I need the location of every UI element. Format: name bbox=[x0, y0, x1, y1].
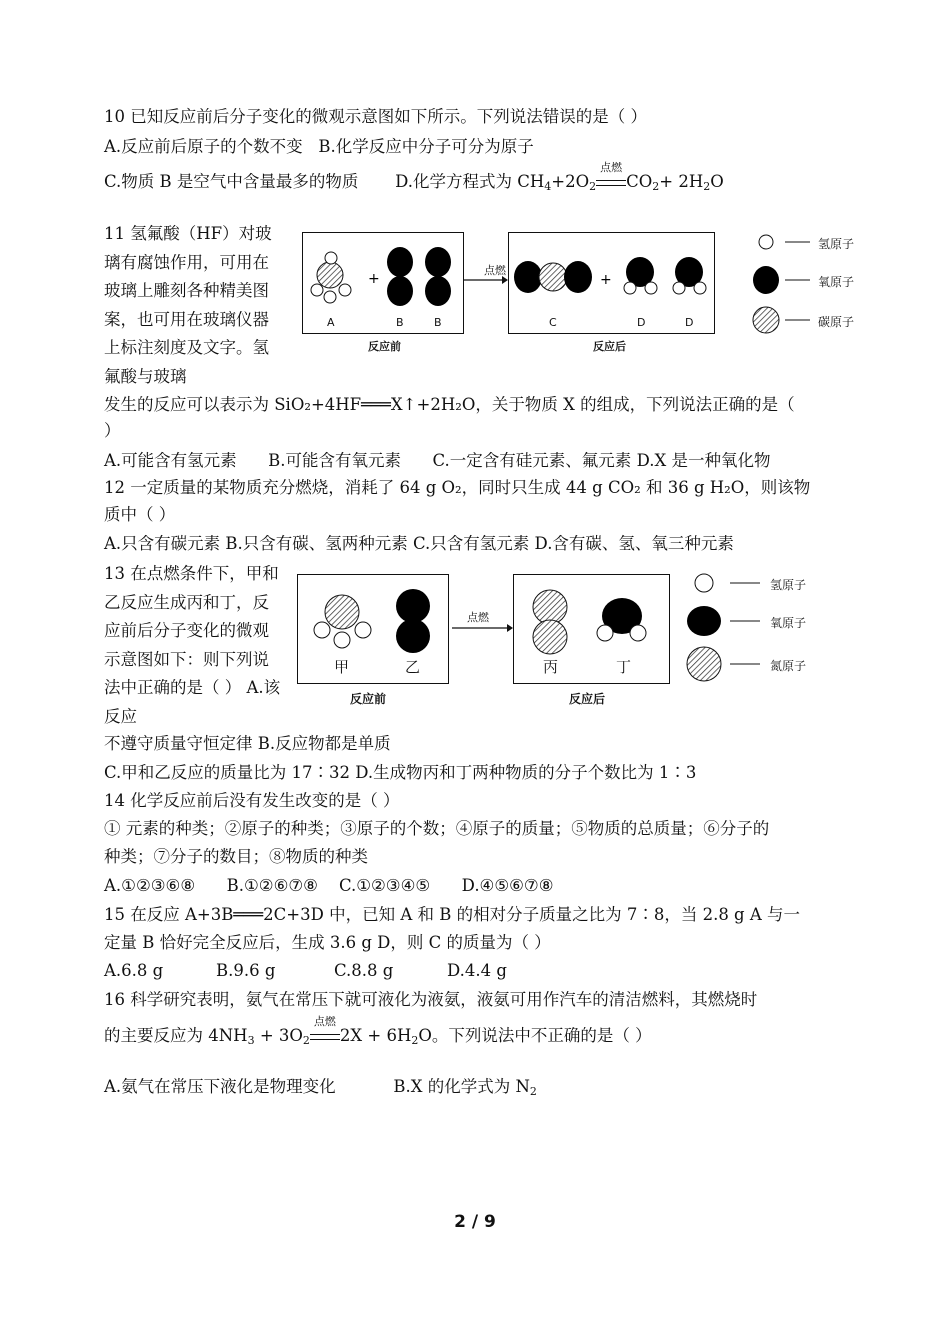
q11-legend-carbon: 碳原子 bbox=[818, 315, 855, 329]
q10-option-c: C.物质 B 是空气中含量最多的物质 bbox=[104, 172, 359, 191]
q16-options bbox=[104, 1076, 537, 1098]
reaction-condition: 点燃 bbox=[600, 161, 623, 174]
q14-stem: 14 化学反应前后没有发生改变的是（ ） bbox=[104, 791, 400, 810]
q13-mol-label: 丁 bbox=[616, 658, 632, 676]
q14-items-1: ① 元素的种类；②原子的种类；③原子的个数；④原子的质量；⑤物质的总质量；⑥分子的 bbox=[104, 819, 770, 838]
q10-option-a: A.反应前后原子的个数不变 bbox=[104, 137, 303, 156]
q11-stem-cont: 发生的反应可以表示为 SiO₂+4HF═══X↑+2H₂O，关于物质 X 的组成，下列说法正确的是（ bbox=[104, 395, 795, 414]
q11-option-b: B.可能含有氧元素 bbox=[268, 451, 402, 470]
q13-stem-cont: 不遵守质量守恒定律 B.反应物都是单质 bbox=[104, 734, 391, 753]
q11-mol-label: A bbox=[327, 316, 335, 329]
q13-mol-label: 乙 bbox=[405, 658, 421, 676]
q11-stem-side: 11 氢氟酸（HF）对玻璃有腐蚀作用，可用在玻璃上雕刻各种精美图案，也可用在玻璃仪器上标注刻度及文字。氢氟酸与玻璃 bbox=[104, 224, 272, 386]
q11-legend-oxygen: 氧原子 bbox=[818, 275, 855, 289]
q11-mol-label: D bbox=[685, 316, 694, 329]
q11-stem-close: ） bbox=[104, 421, 121, 440]
q16-stem-2: 的主要反应为 $4NH_3 + 3O_2$ 点燃 $2X + 6H_2O$。下列说法中不正确的是（ ） bbox=[104, 1025, 652, 1047]
q15-stem-2: 定量 B 恰好完全反应后，生成 3.6 g D，则 C 的质量为（ ） bbox=[104, 933, 551, 952]
q15-option-a: A.6.8 g bbox=[104, 961, 164, 980]
q12-options: A.只含有碳元素 B.只含有碳、氢两种元素 C.只含有氢元素 D.含有碳、氢、氧三种元素 bbox=[104, 534, 734, 553]
q11-mol-label: C bbox=[549, 316, 557, 329]
q15-option-c: C.8.8 g bbox=[334, 961, 394, 980]
q11-mol-label: B bbox=[396, 316, 404, 329]
q14-option-c: C.①②③④⑤ bbox=[338, 876, 431, 895]
q10-stem: 10 已知反应前后分子变化的微观示意图如下所示。下列说法错误的是（ ） bbox=[104, 107, 647, 126]
q13-stem-side: 13 在点燃条件下，甲和乙反应生成丙和丁，反应前后分子变化的微观示意图如下：则下列说法中正确的是（ ） A.该反应 bbox=[104, 564, 281, 726]
q15-option-d: D.4.4 g bbox=[447, 961, 507, 980]
q13-options-cd: C.甲和乙反应的质量比为 17∶32 D.生成物丙和丁两种物质的分子个数比为 1∶3 bbox=[104, 763, 697, 782]
q12-stem-2: 质中（ ） bbox=[104, 505, 176, 524]
q13-legend-oxygen: 氧原子 bbox=[770, 616, 807, 630]
q13-after-caption: 反应后 bbox=[569, 692, 606, 706]
q11-legend-hydrogen: 氢原子 bbox=[818, 237, 855, 251]
q15-stem-1: 15 在反应 A+3B═══2C+3D 中，已知 A 和 B 的相对分子质量之比为 7∶8，当 2.8 g A 与一 bbox=[104, 905, 801, 924]
q15-options bbox=[104, 960, 507, 982]
q13-arrow-label: 点燃 bbox=[467, 611, 489, 624]
q13-mol-label: 丙 bbox=[543, 658, 559, 676]
q14-option-d: D.④⑤⑥⑦⑧ bbox=[461, 876, 554, 895]
page-number: 2 / 9 bbox=[454, 1212, 496, 1232]
q10-option-d: D.化学方程式为 $CH_4+2O_2$ 点燃 $CO_2+ 2H_2O$ bbox=[395, 172, 724, 191]
q13-legend-hydrogen: 氢原子 bbox=[770, 578, 807, 592]
svg-text:+: + bbox=[600, 272, 612, 288]
q16-option-a: A.氨气在常压下液化是物理变化 bbox=[104, 1077, 336, 1096]
q11-after-caption: 反应后 bbox=[593, 340, 626, 353]
q16-stem-1: 16 科学研究表明，氨气在常压下就可液化为液氨，液氨可用作汽车的清洁燃料，其燃烧时 bbox=[104, 990, 758, 1009]
q14-items-2: 种类；⑦分子的数目；⑧物质的种类 bbox=[104, 847, 368, 866]
q13-legend-nitrogen: 氮原子 bbox=[770, 659, 807, 673]
q11-arrow-label: 点燃 bbox=[484, 264, 506, 277]
q11-mol-label: B bbox=[434, 316, 442, 329]
q11-option-d: D.X 是一种氧化物 bbox=[636, 451, 771, 470]
q12-stem-1: 12 一定质量的某物质充分燃烧，消耗了 64 g O₂，同时只生成 44 g CO₂ 和 36 g H₂O，则该物 bbox=[104, 478, 811, 497]
q14-options bbox=[104, 875, 554, 897]
q14-option-b: B.①②⑥⑦⑧ bbox=[226, 876, 318, 895]
q11-option-c: C.一定含有硅元素、氟元素 bbox=[432, 451, 632, 470]
q11-before-caption: 反应前 bbox=[368, 340, 401, 353]
q11-mol-label: D bbox=[637, 316, 646, 329]
q13-mol-label: 甲 bbox=[334, 658, 350, 676]
q14-option-a: A.①②③⑥⑧ bbox=[104, 876, 196, 895]
q11-option-a: A.可能含有氢元素 bbox=[104, 451, 237, 470]
q16-option-b: B.X 的化学式为 $N_2$ bbox=[393, 1077, 537, 1098]
q10-option-b: B.化学反应中分子可分为原子 bbox=[318, 137, 534, 156]
reaction-condition: 点燃 bbox=[313, 1015, 336, 1028]
svg-text:+: + bbox=[368, 271, 380, 287]
q15-option-b: B.9.6 g bbox=[216, 961, 276, 980]
q13-before-caption: 反应前 bbox=[350, 692, 387, 706]
